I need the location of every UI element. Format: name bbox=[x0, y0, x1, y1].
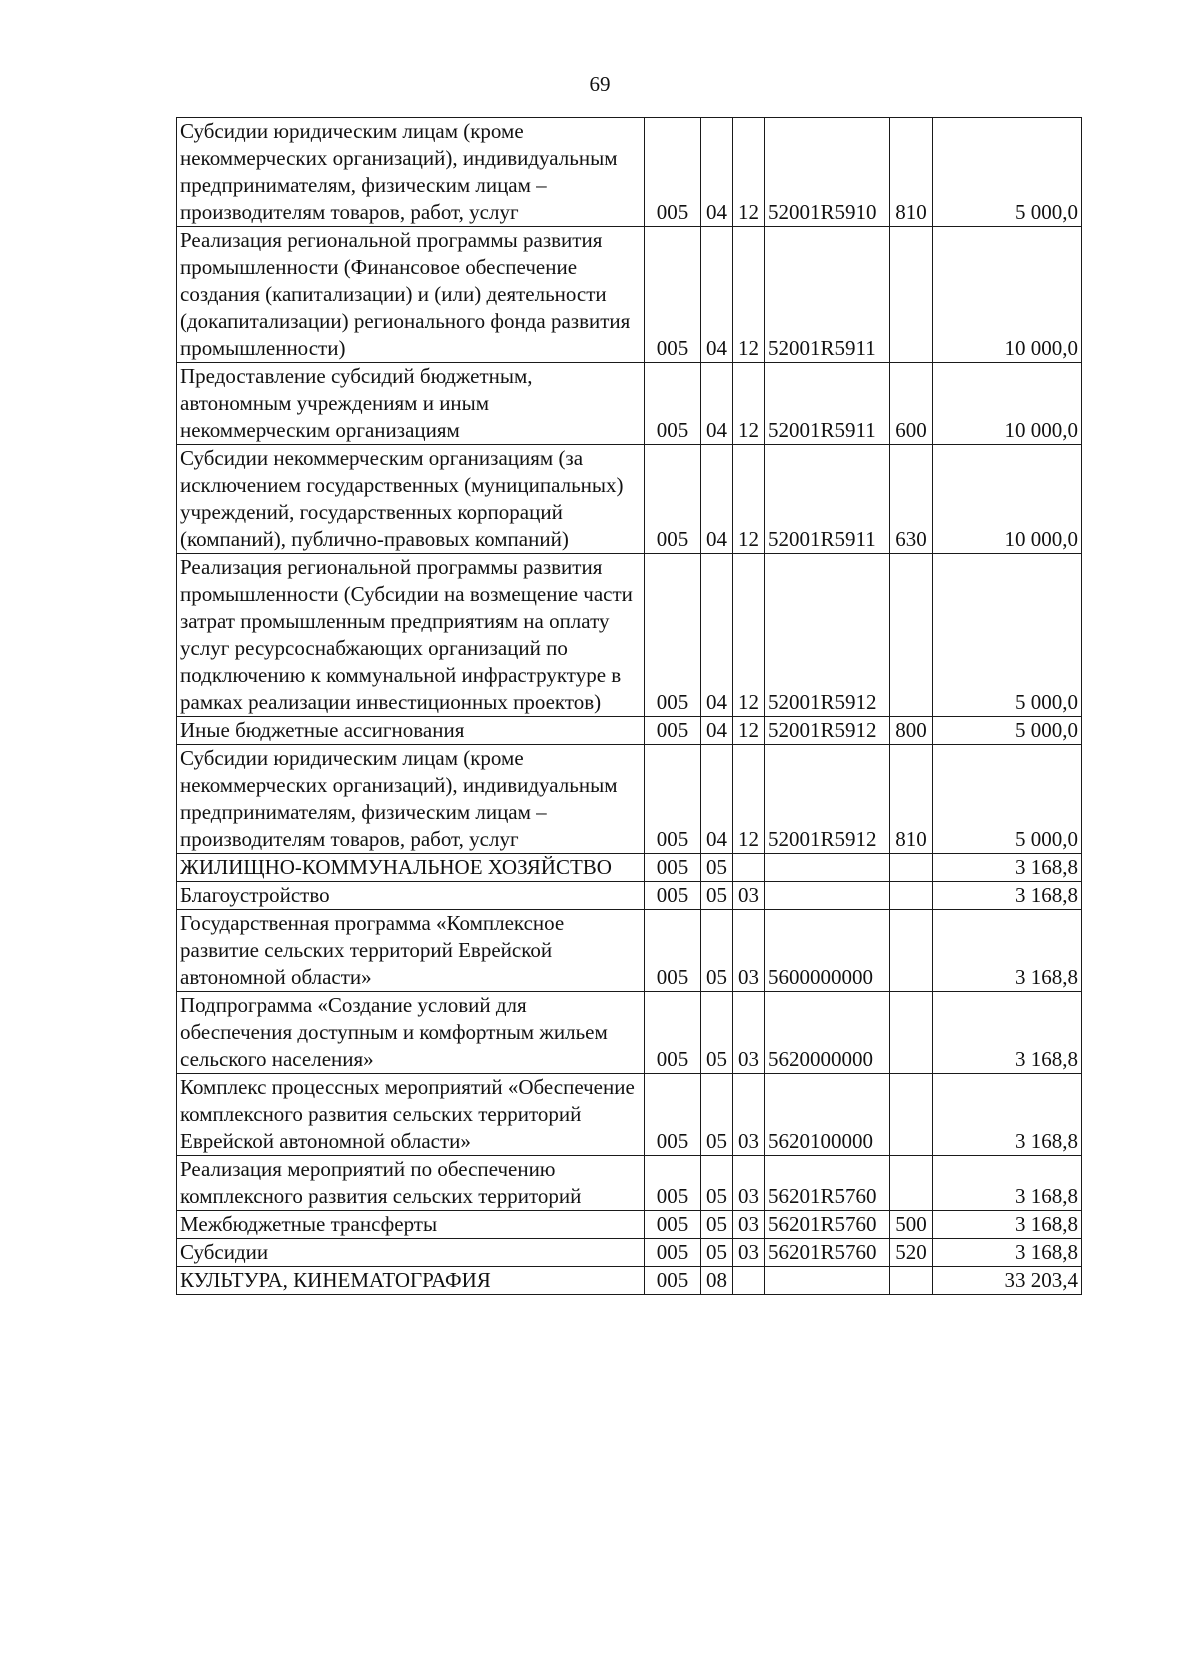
item-name-text: Субсидии некоммерческим организациям (за исключением государственных (муниципальных) учреждений, государственных корпораций (компаний), публично-правовых компаний) bbox=[180, 446, 624, 551]
ministry-code: 005 bbox=[645, 1156, 701, 1211]
expense-type-code: 520 bbox=[890, 1239, 933, 1267]
amount: 3 168,8 bbox=[933, 910, 1082, 992]
item-name bbox=[177, 1239, 645, 1267]
table-row bbox=[177, 445, 1082, 554]
item-name-text: Предоставление субсидий бюджетным, автономным учреждениям и иным некоммерческим организациям bbox=[180, 364, 533, 442]
item-name-text: Подпрограмма «Создание условий для обеспечения доступным и комфортным жильем сельского населения» bbox=[180, 993, 608, 1071]
amount: 5 000,0 bbox=[933, 745, 1082, 854]
subsection-code bbox=[733, 854, 765, 882]
table-row bbox=[177, 363, 1082, 445]
table-row bbox=[177, 745, 1082, 854]
target-article-code: 52001R5912 bbox=[765, 554, 890, 717]
subsection-code: 12 bbox=[733, 445, 765, 554]
item-name bbox=[177, 1074, 645, 1156]
amount: 10 000,0 bbox=[933, 363, 1082, 445]
subsection-code: 12 bbox=[733, 363, 765, 445]
budget-table bbox=[176, 117, 1082, 1295]
item-name-text: Реализация региональной программы развития промышленности (Субсидии на возмещение части затрат промышленным предприятиям на оплату услуг ресурсоснабжающих организаций по подключению к коммунальной инфраструктуре в рамках реализации инвестиционных проектов) bbox=[180, 555, 633, 714]
ministry-code: 005 bbox=[645, 1267, 701, 1295]
expense-type-code: 810 bbox=[890, 745, 933, 854]
item-name-text: Иные бюджетные ассигнования bbox=[180, 718, 465, 742]
section-code: 05 bbox=[701, 992, 733, 1074]
item-name-text: Межбюджетные трансферты bbox=[180, 1212, 438, 1236]
target-article-code: 52001R5910 bbox=[765, 118, 890, 227]
item-name-text: Субсидии юридическим лицам (кроме некоммерческих организаций), индивидуальным предпринимателям, физическим лицам – производителям товаров, работ, услуг bbox=[180, 746, 618, 851]
amount: 10 000,0 bbox=[933, 445, 1082, 554]
expense-type-code: 600 bbox=[890, 363, 933, 445]
ministry-code: 005 bbox=[645, 227, 701, 363]
page-number: 69 bbox=[589, 72, 611, 96]
ministry-code: 005 bbox=[645, 745, 701, 854]
amount: 5 000,0 bbox=[933, 717, 1082, 745]
target-article-code: 5620100000 bbox=[765, 1074, 890, 1156]
amount: 3 168,8 bbox=[933, 1156, 1082, 1211]
item-name bbox=[177, 854, 645, 882]
subsection-code: 03 bbox=[733, 1239, 765, 1267]
ministry-code: 005 bbox=[645, 992, 701, 1074]
section-code: 05 bbox=[701, 1239, 733, 1267]
target-article-code: 52001R5911 bbox=[765, 445, 890, 554]
item-name-text: КУЛЬТУРА, КИНЕМАТОГРАФИЯ bbox=[180, 1268, 491, 1292]
section-code: 05 bbox=[701, 1211, 733, 1239]
expense-type-code: 500 bbox=[890, 1211, 933, 1239]
amount: 3 168,8 bbox=[933, 1211, 1082, 1239]
amount: 5 000,0 bbox=[933, 554, 1082, 717]
section-code: 08 bbox=[701, 1267, 733, 1295]
subsection-code: 12 bbox=[733, 118, 765, 227]
ministry-code: 005 bbox=[645, 554, 701, 717]
subsection-code: 03 bbox=[733, 1211, 765, 1239]
subsection-code: 03 bbox=[733, 992, 765, 1074]
item-name bbox=[177, 1267, 645, 1295]
expense-type-code bbox=[890, 1156, 933, 1211]
expense-type-code bbox=[890, 910, 933, 992]
item-name-text: Государственная программа «Комплексное развитие сельских территорий Еврейской автономной области» bbox=[180, 911, 565, 989]
target-article-code: 56201R5760 bbox=[765, 1156, 890, 1211]
subsection-code: 12 bbox=[733, 745, 765, 854]
target-article-code: 52001R5911 bbox=[765, 227, 890, 363]
expense-type-code bbox=[890, 992, 933, 1074]
expense-type-code: 630 bbox=[890, 445, 933, 554]
ministry-code: 005 bbox=[645, 1074, 701, 1156]
ministry-code: 005 bbox=[645, 1239, 701, 1267]
expense-type-code bbox=[890, 854, 933, 882]
target-article-code: 52001R5912 bbox=[765, 717, 890, 745]
target-article-code: 52001R5911 bbox=[765, 363, 890, 445]
section-code: 04 bbox=[701, 227, 733, 363]
section-code: 05 bbox=[701, 910, 733, 992]
item-name bbox=[177, 363, 645, 445]
item-name bbox=[177, 992, 645, 1074]
table-row bbox=[177, 227, 1082, 363]
item-name-text: Комплекс процессных мероприятий «Обеспечение комплексного развития сельских территорий Еврейской автономной области» bbox=[180, 1075, 635, 1153]
subsection-code: 03 bbox=[733, 910, 765, 992]
table-row bbox=[177, 910, 1082, 992]
budget-table-body bbox=[177, 118, 1082, 1295]
section-code: 04 bbox=[701, 554, 733, 717]
ministry-code: 005 bbox=[645, 445, 701, 554]
target-article-code bbox=[765, 1267, 890, 1295]
amount: 3 168,8 bbox=[933, 882, 1082, 910]
subsection-code: 12 bbox=[733, 554, 765, 717]
target-article-code: 52001R5912 bbox=[765, 745, 890, 854]
expense-type-code bbox=[890, 882, 933, 910]
amount: 33 203,4 bbox=[933, 1267, 1082, 1295]
item-name bbox=[177, 717, 645, 745]
expense-type-code: 800 bbox=[890, 717, 933, 745]
table-row bbox=[177, 1267, 1082, 1295]
table-row bbox=[177, 992, 1082, 1074]
ministry-code: 005 bbox=[645, 910, 701, 992]
section-code: 04 bbox=[701, 445, 733, 554]
target-article-code bbox=[765, 854, 890, 882]
item-name bbox=[177, 882, 645, 910]
amount: 3 168,8 bbox=[933, 992, 1082, 1074]
item-name bbox=[177, 554, 645, 717]
item-name bbox=[177, 445, 645, 554]
amount: 10 000,0 bbox=[933, 227, 1082, 363]
item-name bbox=[177, 227, 645, 363]
expense-type-code bbox=[890, 227, 933, 363]
section-code: 04 bbox=[701, 118, 733, 227]
expense-type-code bbox=[890, 554, 933, 717]
target-article-code: 5620000000 bbox=[765, 992, 890, 1074]
amount: 3 168,8 bbox=[933, 854, 1082, 882]
item-name-text: Реализация мероприятий по обеспечению комплексного развития сельских территорий bbox=[180, 1157, 582, 1208]
item-name-text: Субсидии bbox=[180, 1240, 269, 1264]
subsection-code: 12 bbox=[733, 227, 765, 363]
ministry-code: 005 bbox=[645, 717, 701, 745]
amount: 3 168,8 bbox=[933, 1239, 1082, 1267]
subsection-code: 12 bbox=[733, 717, 765, 745]
item-name bbox=[177, 118, 645, 227]
section-code: 05 bbox=[701, 1156, 733, 1211]
subsection-code: 03 bbox=[733, 1074, 765, 1156]
table-row bbox=[177, 854, 1082, 882]
expense-type-code bbox=[890, 1074, 933, 1156]
subsection-code: 03 bbox=[733, 882, 765, 910]
ministry-code: 005 bbox=[645, 1211, 701, 1239]
section-code: 04 bbox=[701, 717, 733, 745]
subsection-code: 03 bbox=[733, 1156, 765, 1211]
table-row bbox=[177, 1074, 1082, 1156]
ministry-code: 005 bbox=[645, 118, 701, 227]
subsection-code bbox=[733, 1267, 765, 1295]
ministry-code: 005 bbox=[645, 363, 701, 445]
item-name-text: Благоустройство bbox=[180, 883, 330, 907]
target-article-code: 56201R5760 bbox=[765, 1239, 890, 1267]
table-row bbox=[177, 554, 1082, 717]
item-name bbox=[177, 910, 645, 992]
section-code: 05 bbox=[701, 882, 733, 910]
target-article-code: 5600000000 bbox=[765, 910, 890, 992]
target-article-code: 56201R5760 bbox=[765, 1211, 890, 1239]
section-code: 04 bbox=[701, 745, 733, 854]
section-code: 05 bbox=[701, 854, 733, 882]
table-row bbox=[177, 1239, 1082, 1267]
section-code: 05 bbox=[701, 1074, 733, 1156]
item-name bbox=[177, 1156, 645, 1211]
item-name bbox=[177, 745, 645, 854]
item-name-text: ЖИЛИЩНО-КОММУНАЛЬНОЕ ХОЗЯЙСТВО bbox=[180, 855, 612, 879]
table-row bbox=[177, 1156, 1082, 1211]
item-name bbox=[177, 1211, 645, 1239]
table-row bbox=[177, 1211, 1082, 1239]
item-name-text: Субсидии юридическим лицам (кроме некоммерческих организаций), индивидуальным предпринимателям, физическим лицам – производителям товаров, работ, услуг bbox=[180, 119, 618, 224]
amount: 3 168,8 bbox=[933, 1074, 1082, 1156]
table-row bbox=[177, 717, 1082, 745]
ministry-code: 005 bbox=[645, 882, 701, 910]
amount: 5 000,0 bbox=[933, 118, 1082, 227]
table-row bbox=[177, 882, 1082, 910]
table-row bbox=[177, 118, 1082, 227]
expense-type-code: 810 bbox=[890, 118, 933, 227]
section-code: 04 bbox=[701, 363, 733, 445]
target-article-code bbox=[765, 882, 890, 910]
item-name-text: Реализация региональной программы развития промышленности (Финансовое обеспечение создания (капитализации) и (или) деятельности (докапитализации) регионального фонда развития промышленности) bbox=[180, 228, 631, 360]
expense-type-code bbox=[890, 1267, 933, 1295]
ministry-code: 005 bbox=[645, 854, 701, 882]
